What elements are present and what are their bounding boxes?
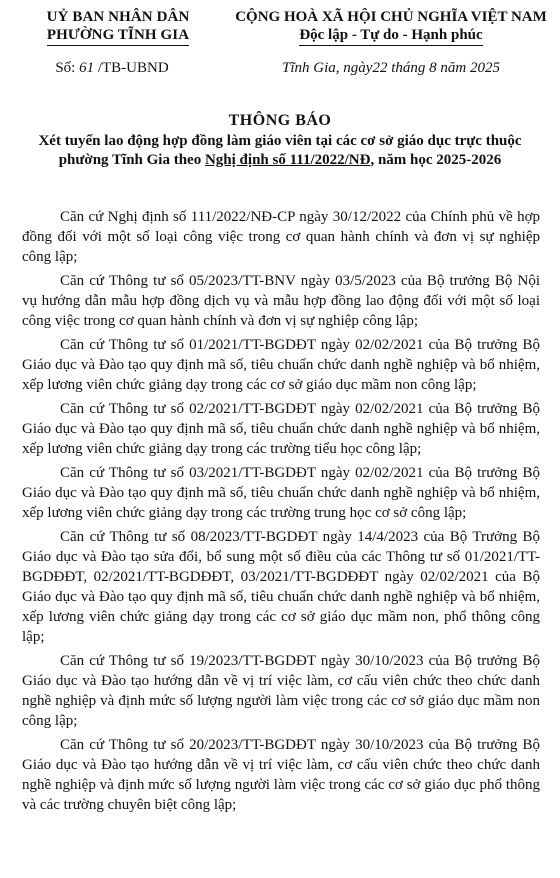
date-suffix: tháng 8 năm 2025 [391, 60, 500, 76]
motto: Độc lập - Tự do - Hạnh phúc [299, 26, 482, 46]
document-subtitle [14, 132, 546, 170]
document-date [226, 60, 556, 77]
date-day: 22 [372, 60, 388, 76]
legal-basis-paragraph: Căn cứ Nghị định số 111/2022/NĐ-CP ngày 30/12/2022 của Chính phủ về hợp đồng đối với một số loại công việc trong cơ quan hành chính và đơn vị sự nghiệp công lập; [22, 209, 540, 265]
legal-basis-paragraph: Căn cứ Thông tư số 08/2023/TT-BGDĐT ngày 14/4/2023 của Bộ Trưởng Bộ Giáo dục và Đào tạo sửa đổi, bổ sung một số điều của các Thông tư số 01/2021/TT-BGDĐĐT, 02/2021/TT-BGDĐĐT, 03/2021/TT-BGDĐĐT ngày 02/02/2021 của Bộ Giáo dục và Đào tạo quy định mã số, tiêu chuẩn chức danh nghề nghiệp và bổ nhiệm, xếp lương viên chức giảng dạy trong các cơ sở giáo dục mầm non, phổ thông công lập; [22, 529, 540, 645]
date-prefix: Tĩnh Gia, ngày [282, 60, 373, 76]
legal-basis-paragraph: Căn cứ Thông tư số 03/2021/TT-BGDĐT ngày 02/02/2021 của Bộ trưởng Bộ Giáo dục và Đào tạo quy định mã số, tiêu chuẩn chức danh nghề nghiệp và bổ nhiệm, xếp lương viên chức giảng dạy trong các trường trung học cơ sở công lập; [22, 465, 540, 521]
nation-line: CỘNG HOÀ XÃ HỘI CHỦ NGHĨA VIỆT NAM [235, 9, 547, 25]
document-number [0, 60, 224, 77]
doc-number-value: 61 [79, 60, 95, 76]
agency-block [6, 8, 230, 46]
document-body [22, 207, 540, 819]
legal-basis-paragraph: Căn cứ Thông tư số 19/2023/TT-BGDĐT ngày 30/10/2023 của Bộ trưởng Bộ Giáo dục và Đào tạo hướng dẫn về vị trí việc làm, cơ cấu viên chức theo chức danh nghề nghiệp và định mức số lượng người làm việc trong các cơ sở giáo dục mầm non công lập; [22, 653, 540, 729]
legal-basis-paragraph: Căn cứ Thông tư số 02/2021/TT-BGDĐT ngày 02/02/2021 của Bộ trưởng Bộ Giáo dục và Đào tạo quy định mã số, tiêu chuẩn chức danh nghề nghiệp và bổ nhiệm, xếp lương viên chức giảng dạy trong các trường tiểu học công lập; [22, 401, 540, 457]
agency-line-1: UỶ BAN NHÂN DÂN [46, 9, 190, 25]
agency-line-2: PHƯỜNG TĨNH GIA [47, 26, 189, 46]
doc-number-prefix: Số: [55, 60, 76, 76]
subtitle-part-2: , năm học 2025-2026 [370, 152, 502, 168]
subtitle-part-1: Xét tuyển lao động hợp đồng làm giáo viên tại các cơ sở giáo dục trực thuộc phường Tĩnh Gia theo [38, 133, 522, 168]
doc-number-suffix: /TB-UBND [97, 60, 169, 76]
legal-basis-paragraph: Căn cứ Thông tư số 20/2023/TT-BGDĐT ngày 30/10/2023 của Bộ trưởng Bộ Giáo dục và Đào tạo hướng dẫn về vị trí việc làm, cơ cấu viên chức theo chức danh nghề nghiệp và định mức số lượng người làm việc trong các cơ sở giáo dục phổ thông và các trường chuyên biệt công lập; [22, 737, 540, 813]
legal-basis-paragraph: Căn cứ Thông tư số 05/2023/TT-BNV ngày 03/5/2023 của Bộ trưởng Bộ Nội vụ hướng dẫn mẫu hợp đồng dịch vụ và mẫu hợp đồng lao động đối với một số loại công việc trong cơ quan hành chính và đơn vị sự nghiệp công lập; [22, 273, 540, 329]
subtitle-underlined: Nghị định số 111/2022/NĐ [204, 152, 371, 168]
document-title: THÔNG BÁO [228, 112, 332, 129]
legal-basis-paragraph: Căn cứ Thông tư số 01/2021/TT-BGDĐT ngày 02/02/2021 của Bộ trưởng Bộ Giáo dục và Đào tạo quy định mã số, tiêu chuẩn chức danh nghề nghiệp và bổ nhiệm, xếp lương viên chức giảng dạy trong các cơ sở giáo dục mầm non công lập; [22, 337, 540, 393]
national-block [226, 8, 556, 46]
